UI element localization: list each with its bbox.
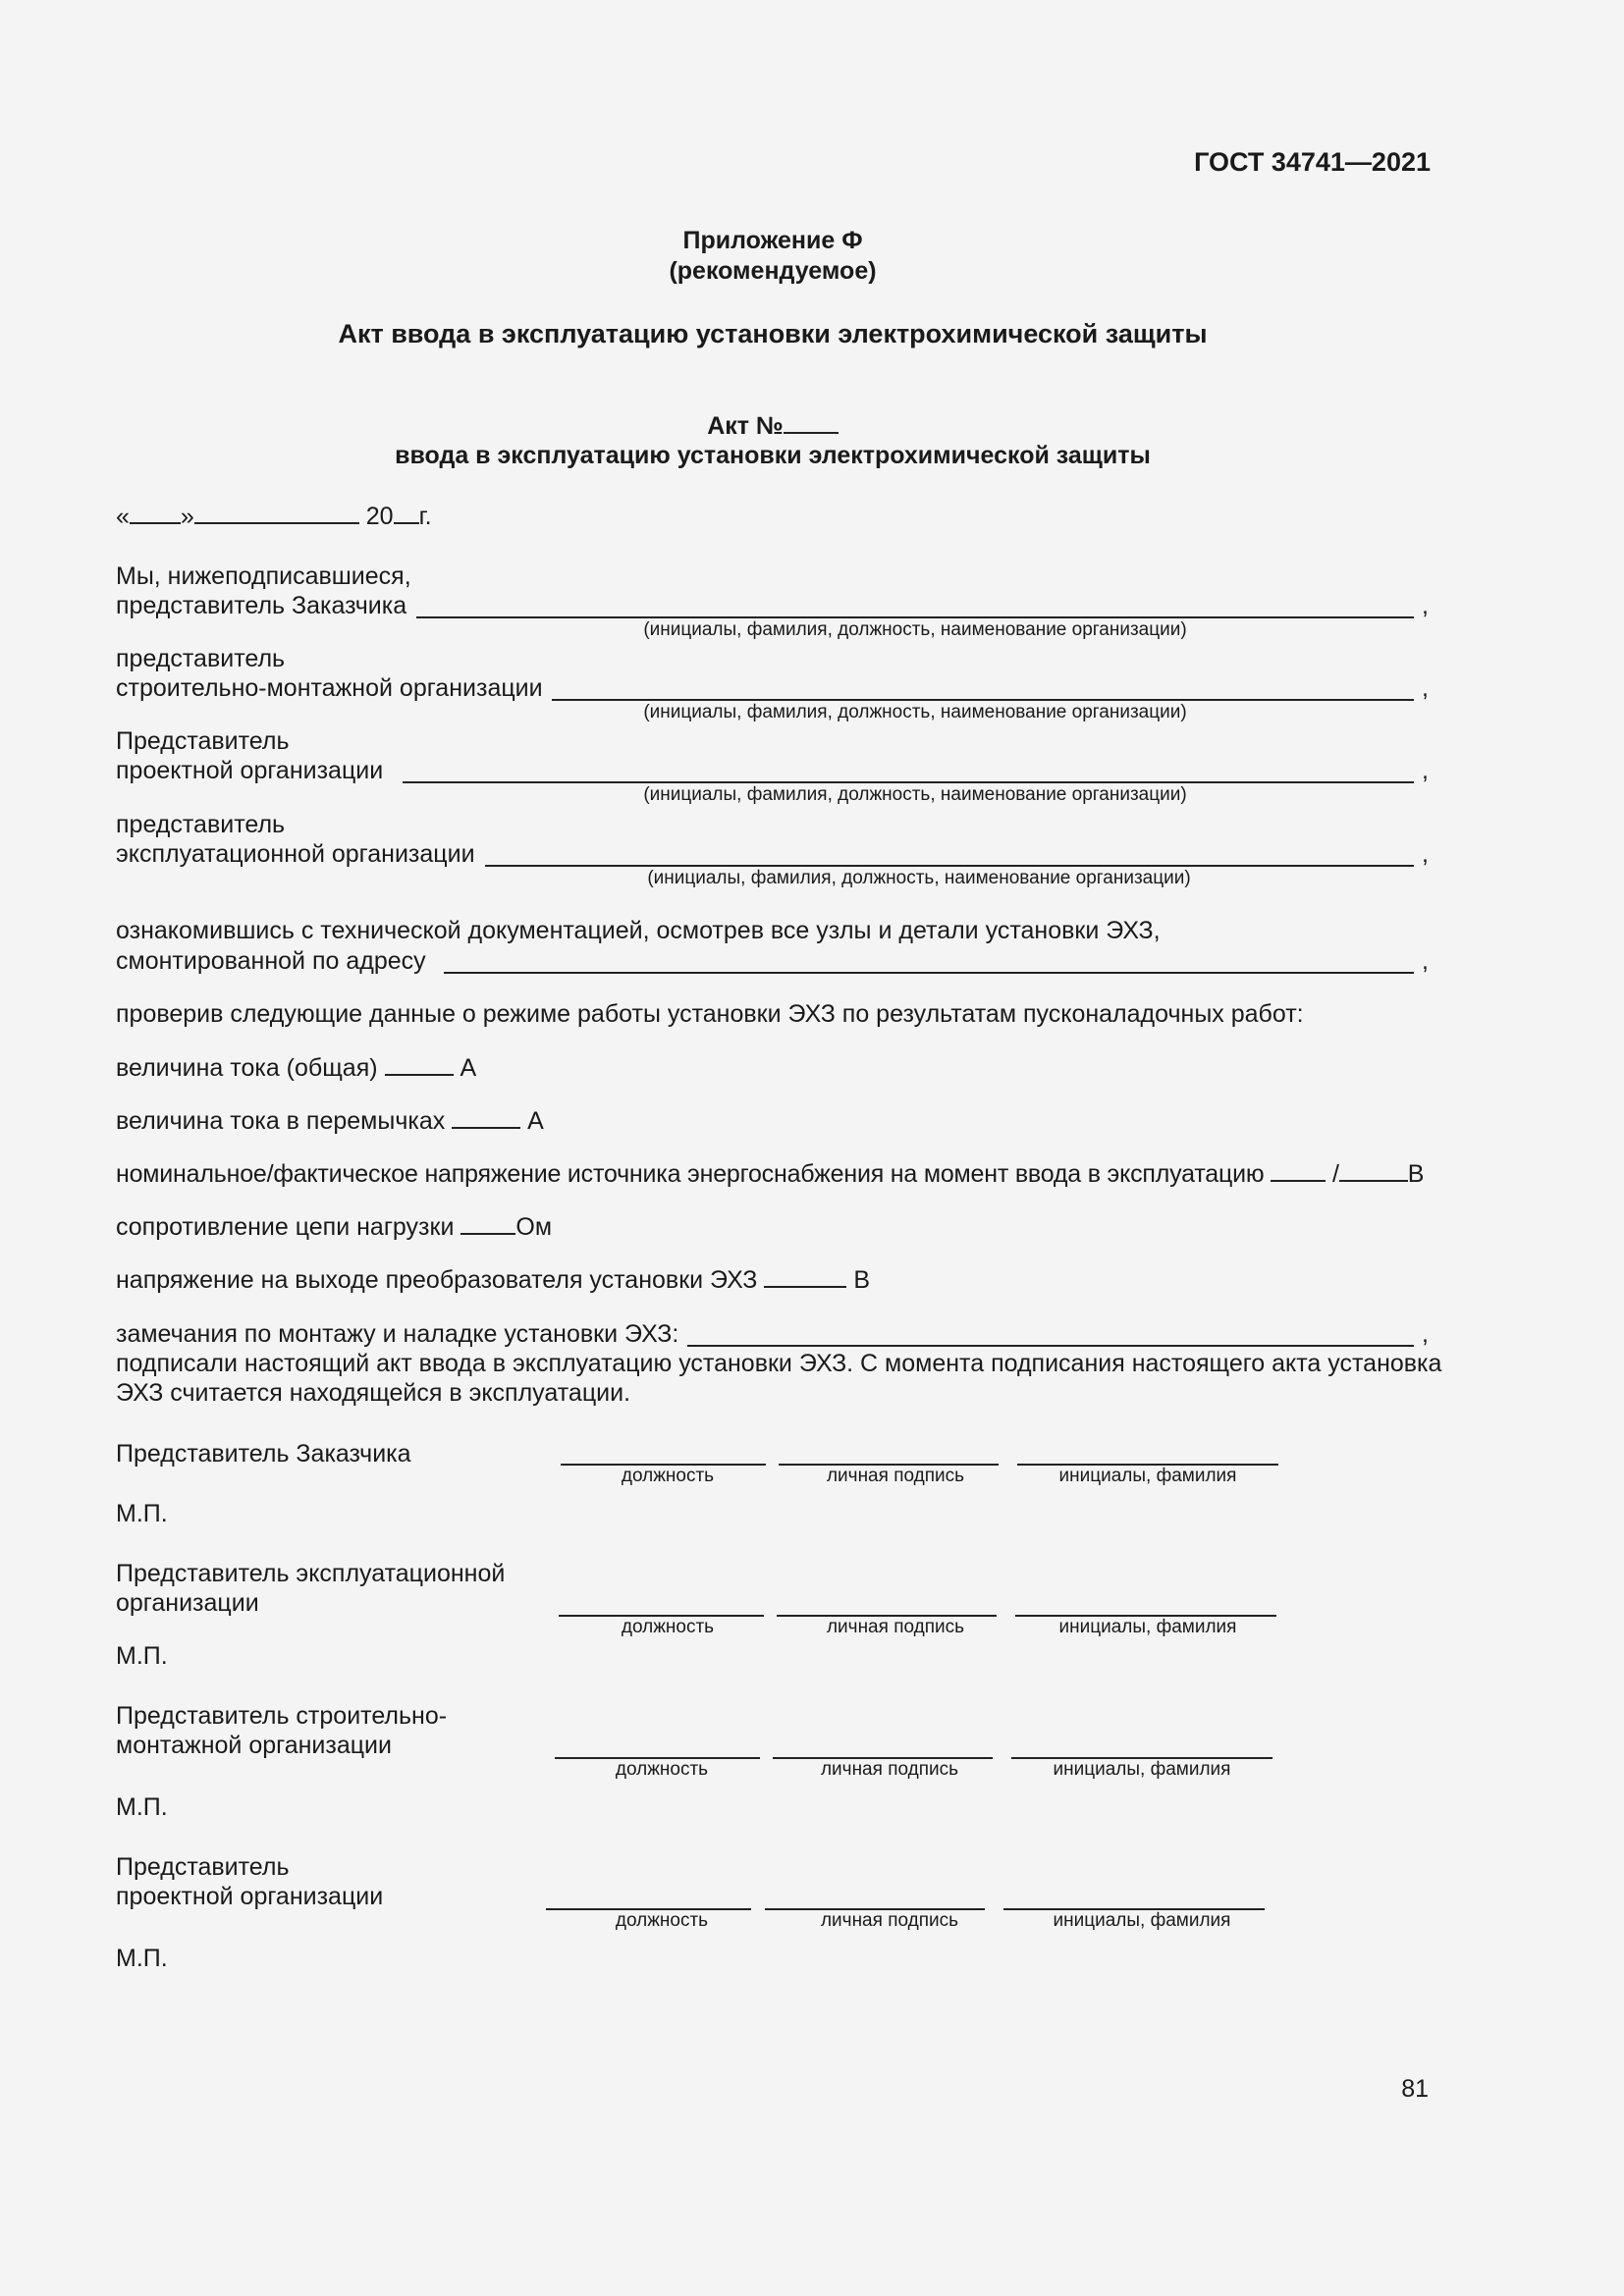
caption-name: инициалы, фамилия (1058, 1617, 1237, 1637)
rep-construction-caption: (инициалы, фамилия, должность, наименование организации) (643, 702, 1187, 722)
comma: , (1422, 757, 1429, 784)
act-number-blank[interactable] (784, 410, 839, 434)
param-current-jumpers-unit: А (527, 1107, 544, 1135)
param-current-total (116, 1052, 476, 1083)
date-month-blank[interactable] (194, 501, 359, 524)
date-open-quote: « (116, 503, 130, 530)
caption-signature: личная подпись (826, 1617, 965, 1637)
review-text-1: ознакомившись с технической документацией, осмотрев все узлы и детали установки ЭХЗ, (116, 917, 1161, 944)
stamp-label: М.П. (116, 1945, 168, 1972)
stamp-label: М.П. (116, 1642, 168, 1670)
param-current-total-unit: А (460, 1054, 477, 1082)
conclusion-line-1: подписали настоящий акт ввода в эксплуатацию установки ЭХЗ. С момента подписания настоящего акта установка (116, 1350, 1442, 1377)
rep-design-caption: (инициалы, фамилия, должность, наименование организации) (643, 784, 1187, 805)
appendix-title: Приложение Ф (682, 227, 863, 254)
param-resistance-field[interactable] (460, 1211, 515, 1235)
act-date (116, 501, 432, 531)
appendix-heading: Акт ввода в эксплуатацию установки электрохимической защиты (338, 319, 1208, 348)
param-converter (116, 1264, 870, 1295)
param-resistance-unit: Ом (515, 1213, 553, 1241)
caption-position: должность (615, 1910, 709, 1931)
intro-text: Мы, нижеподписавшиеся, (116, 562, 411, 590)
rep-design-field[interactable] (403, 781, 1414, 783)
param-converter-field[interactable] (764, 1264, 846, 1288)
rep-operation-field[interactable] (485, 865, 1414, 867)
act-number-label: Акт № (707, 412, 784, 440)
param-voltage-nominal-field[interactable] (1271, 1158, 1326, 1182)
stamp-label: М.П. (116, 1500, 168, 1527)
caption-signature: личная подпись (820, 1910, 959, 1931)
caption-position: должность (621, 1617, 715, 1637)
param-current-jumpers-field[interactable] (452, 1105, 520, 1129)
date-day-blank[interactable] (130, 501, 181, 524)
param-voltage-label: номинальное/фактическое напряжение источника энергоснабжения на момент ввода в эксплуатацию (116, 1160, 1265, 1188)
sign-customer-label: Представитель Заказчика (116, 1440, 411, 1468)
param-resistance (116, 1211, 552, 1242)
param-current-jumpers (116, 1105, 544, 1136)
rep-customer-label: представитель Заказчика (116, 592, 407, 619)
sign-operation-label-1: Представитель эксплуатационной (116, 1560, 506, 1587)
sign-construction-label-1: Представитель строительно- (116, 1702, 448, 1730)
date-year-blank[interactable] (394, 501, 419, 524)
param-converter-label: напряжение на выходе преобразователя установки ЭХЗ (116, 1266, 758, 1294)
rep-construction-label-1: представитель (116, 645, 286, 672)
caption-position: должность (615, 1759, 709, 1780)
act-number-title (0, 410, 1545, 441)
caption-name: инициалы, фамилия (1053, 1910, 1231, 1931)
param-voltage-actual-field[interactable] (1339, 1158, 1408, 1182)
param-voltage (116, 1158, 1424, 1189)
rep-construction-field[interactable] (552, 699, 1414, 701)
rep-customer-caption: (инициалы, фамилия, должность, наименование организации) (643, 619, 1187, 640)
rep-operation-label-2: эксплуатационной организации (116, 840, 475, 868)
rep-customer-field[interactable] (416, 616, 1414, 618)
sign-design-label-1: Представитель (116, 1853, 290, 1881)
rep-design-label-1: Представитель (116, 727, 290, 755)
caption-position: должность (621, 1466, 715, 1486)
stamp-label: М.П. (116, 1793, 168, 1821)
remarks-field[interactable] (687, 1345, 1414, 1347)
page-number: 81 (1401, 2075, 1429, 2103)
remarks-label: замечания по монтажу и наладке установки ЭХЗ: (116, 1320, 679, 1348)
comma: , (1422, 592, 1429, 619)
param-current-total-label: величина тока (общая) (116, 1054, 378, 1082)
param-voltage-sep: / (1331, 1160, 1339, 1188)
act-subtitle: ввода в эксплуатацию установки электрохимической защиты (395, 442, 1151, 469)
date-year-prefix: 20 (365, 503, 394, 530)
caption-signature: личная подпись (826, 1466, 965, 1486)
param-voltage-unit: В (1407, 1160, 1425, 1188)
sign-construction-label-2: монтажной организации (116, 1732, 392, 1759)
date-close-quote: » (180, 503, 194, 530)
caption-name: инициалы, фамилия (1053, 1759, 1231, 1780)
comma: , (1422, 1320, 1429, 1348)
caption-signature: личная подпись (820, 1759, 959, 1780)
param-current-total-field[interactable] (385, 1052, 454, 1076)
param-current-jumpers-label: величина тока в перемычках (116, 1107, 446, 1135)
caption-name: инициалы, фамилия (1058, 1466, 1237, 1486)
sign-operation-label-2: организации (116, 1589, 259, 1617)
appendix-kind: (рекомендуемое) (669, 257, 877, 285)
sign-design-label-2: проектной организации (116, 1883, 384, 1910)
check-intro: проверив следующие данные о режиме работы установки ЭХЗ по результатам пусконаладочных работ: (116, 1000, 1304, 1028)
date-suffix: г. (418, 503, 432, 530)
param-converter-unit: В (853, 1266, 870, 1294)
rep-construction-label-2: строительно-монтажной организации (116, 674, 543, 702)
rep-design-label-2: проектной организации (116, 757, 384, 784)
rep-operation-caption: (инициалы, фамилия, должность, наименование организации) (647, 868, 1191, 888)
review-text-2: смонтированной по адресу (116, 947, 426, 975)
address-field[interactable] (444, 972, 1414, 974)
comma: , (1422, 947, 1429, 975)
rep-operation-label-1: представитель (116, 811, 286, 838)
comma: , (1422, 674, 1429, 702)
comma: , (1422, 840, 1429, 868)
param-resistance-label: сопротивление цепи нагрузки (116, 1213, 455, 1241)
conclusion-line-2: ЭХЗ считается находящейся в эксплуатации. (116, 1379, 631, 1407)
standard-number: ГОСТ 34741—2021 (1194, 147, 1431, 177)
